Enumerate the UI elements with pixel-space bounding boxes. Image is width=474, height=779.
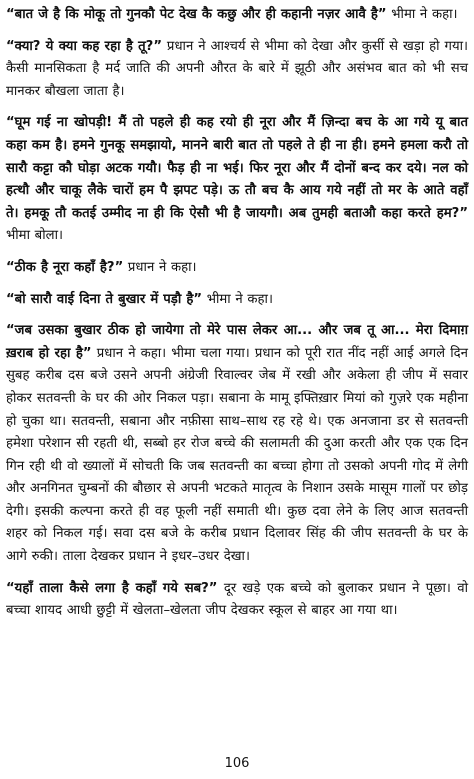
dialogue-text: “ठीक है नूरा कहाँ है?” — [6, 259, 124, 275]
dialogue-text: “घूम गई ना खोपड़ी! मैं तो पहले ही कह रयो ही नूरा और मैं ज़िन्दा बच के आ गये यू बात कहा कम है। हमने गुनकू समझायो, मानने बारी बात तो पहले ते ही ना ही। हमने हमला करौ तो सारौ कट्टा कौ घोड़ा अटक गयौ। फैड़ ही ना भई। फिर नूरा और मैं दोनों बन्द कर दये। नल को हत्थौ और चाकू लैके चारों हम पै झपट पड़े। ऊ तौ बच कै आय गये नहीं तो मर के आते वहाँ ते। हमकू तौ कतई उम्मीद ना ही कि ऐसौ भी है जायगौ। अब तुमही बताऔ कहा करते हम?” — [6, 115, 468, 221]
narration-text: प्रधान ने कहा। भीमा चला गया। प्रधान को पूरी रात नींद नहीं आई अगले दिन सुबह करीब दस बजे उसने अपनी अंग्रेजी रिवाल्वर जेब में रखी और अकेला ही जीप में सवार होकर सतवन्ती के घर की ओर निकल पड़ा। सबाना के मामू इफ्तिख़ार मियां को गुज़रे एक महीना हो चुका था। सतवन्ती, सबाना और नफ़ीसा साथ–साथ रह रहे थे। एक अनजाना डर से सतवन्ती हमेशा परेशान सी रहती थी, सब्बो हर रोज बच्चे की सलामती की दुआ करती और एक एक दिन गिन रही थी वो ख्यालों में सोचती कि जब सतवन्ती का बच्चा होगा तो उसको अपनी गोद में लेगी और अनगिनत चुम्बनों की बौछार से अपनी भटकते मातृत्व के निशान उसके मासूम गालों पर छोड़ देगी। इसकी कल्पना करते ही वह फूली नहीं समाती थी। कुछ दवा लेने के लिए आज सतवन्ती शहर को निकल गई। सवा दस बजे के करीब प्रधान दिलावर सिंह की जीप सतवन्ती के घर के आगे रुकी। ताला देखकर प्रधान ने इधर–उधर देखा। — [6, 345, 468, 565]
dialogue-text: “बो सारौ वाई दिना ते बुखार में पड़ौ है” — [6, 291, 203, 307]
paragraph-3 — [6, 112, 468, 248]
narration-text: दूर खड़े एक बच्चे को बुलाकर प्रधान ने पूछा। वो बच्चा शायद आधी छुट्टी में खेलता–खेलता जीप देखकर स्कूल से बाहर आ गया था। — [6, 580, 468, 619]
narration-text: भीमा ने कहा। — [386, 7, 458, 22]
narration-text: प्रधान ने आश्चर्य से भीमा को देखा और कुर्सी से खड़ा हो गया। कैसी मानसिकता है मर्द जाति की अपनी औरत के बारे में झूठी और असंभव बात को भी सच मानकर बौखला जाता है। — [6, 38, 469, 99]
narration-text: भीमा बोला। — [6, 228, 63, 244]
paragraph-4 — [6, 257, 468, 280]
paragraph-1 — [6, 4, 468, 27]
narration-text: भीमा ने कहा। — [202, 291, 273, 307]
dialogue-text: “बात जे है कि मोकू तो गुनकौ पेट देख कै कछु और ही कहानी नज़र आवै है” — [6, 7, 387, 22]
paragraph-2 — [6, 36, 468, 104]
dialogue-text: “यहाँ ताला कैसे लगा है कहाँ गये सब?” — [6, 580, 218, 596]
paragraph-7 — [6, 578, 468, 623]
dialogue-text: “क्या? ये क्या कह रहा है तू?” — [6, 38, 162, 54]
book-page — [6, 4, 468, 632]
paragraph-5 — [6, 289, 468, 312]
paragraph-6 — [6, 320, 468, 569]
dialogue-text: “जब उसका बुखार ठीक हो जायेगा तो मेरे पास लेकर आ... और जब तू आ... मेरा दिमाग़ ख़राब हो रहा है” — [6, 323, 468, 361]
page-number: 106 — [224, 756, 250, 771]
narration-text: प्रधान ने कहा। — [123, 259, 197, 275]
